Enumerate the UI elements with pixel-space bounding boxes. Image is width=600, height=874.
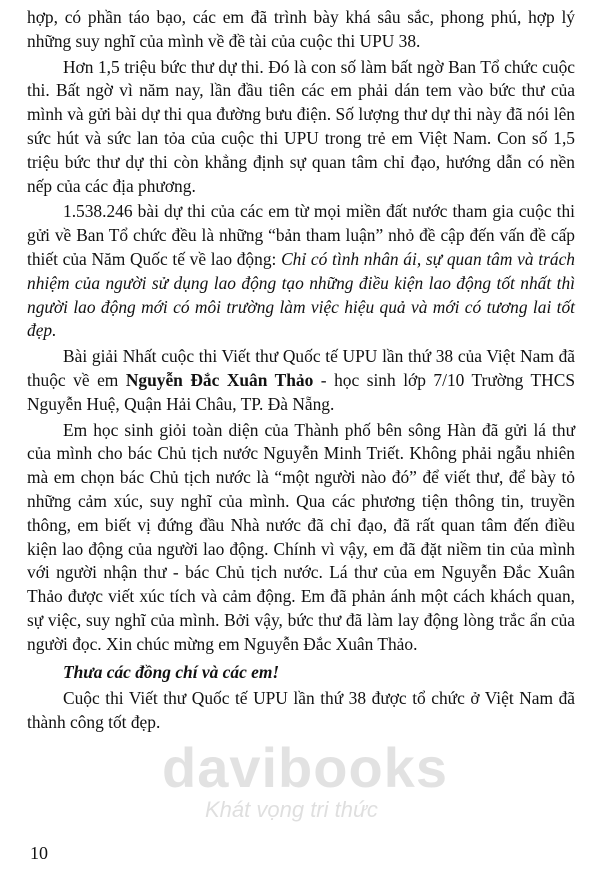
paragraph-entries-quote: Chỉ có tình nhân ái, sự quan tâm và trách nhiệm của người sử dụng lao động tạo những điều kiện lao động tốt nhất thì người lao động mới có môi trường làm việc hiệu quả và mới có tương lai tốt đẹp. <box>27 248 575 341</box>
winner-name: Nguyễn Đắc Xuân Thảo <box>125 369 314 390</box>
paragraph-entries <box>27 200 575 343</box>
greeting: Thưa các đồng chí và các em! <box>63 661 280 682</box>
page-body <box>27 6 575 737</box>
watermark-tagline: Khát vọng tri thức <box>205 797 378 822</box>
page-number: 10 <box>30 843 48 863</box>
paragraph-winner <box>27 345 575 416</box>
watermark-logo <box>150 735 450 835</box>
paragraph-winner-school: - học sinh lớp 7/10 Trường THCS Nguyễn Huệ, Quận Hải Châu, TP. Đà Nẵng. <box>27 369 575 414</box>
paragraph-winner-letter: Em học sinh giỏi toàn diện của Thành phố bên sông Hàn đã gửi lá thư của mình cho bác Chủ tịch nước Nguyễn Minh Triết. Không phải ngẫu nhiên mà em chọn bác Chủ tịch nước là “một người nào đó” để viết thư, để bày tỏ những cảm xúc, suy nghĩ của mình. Qua các phương tiện thông tin, truyền thông, em biết vị đứng đầu Nhà nước đã chỉ đạo, đã rất quan tâm đến điều kiện lao động của người lao động. Chính vì vậy, em đã đặt niềm tin của mình với người nhận thư - bác Chủ tịch nước. Lá thư của em Nguyễn Đắc Xuân Thảo được viết xúc tích và cảm động. Em đã phản ánh một cách khách quan, sự việc, suy nghĩ của mình. Bởi vậy, bức thư đã làm lay động lòng trắc ẩn của người đọc. Xin chúc mừng em Nguyễn Đắc Xuân Thảo. <box>27 419 575 654</box>
paragraph-continuation: hợp, có phần táo bạo, các em đã trình bày khá sâu sắc, phong phú, hợp lý những suy nghĩ của mình về đề tài của cuộc thi UPU 38. <box>27 7 575 51</box>
paragraph-contest-success: Cuộc thi Viết thư Quốc tế UPU lần thứ 38 được tổ chức ở Việt Nam đã thành công tốt đẹp. <box>27 688 575 733</box>
paragraph-letter-count: Hơn 1,5 triệu bức thư dự thi. Đó là con số làm bất ngờ Ban Tổ chức cuộc thi. Bất ngờ vì năm nay, lần đầu tiên các em phải dán tem vào bức thư của mình và gửi bài dự thi qua đường bưu điện. Số lượng thư dự thi này đã nói lên sức hút và sức lan tỏa của cuộc thi UPU trong trẻ em Việt Nam. Con số 1,5 triệu bức thư dự thi còn khẳng định sự quan tâm chỉ đạo, hướng dẫn có nền nếp của các địa phương. <box>27 56 575 196</box>
watermark-brand: davibooks <box>162 736 448 799</box>
paragraph-winner-intro: Bài giải Nhất cuộc thi Viết thư Quốc tế UPU lần thứ 38 của Việt Nam đã thuộc về em <box>27 346 575 390</box>
paragraph-entries-text: 1.538.246 bài dự thi của các em từ mọi miền đất nước tham gia cuộc thi gửi về Ban Tổ chức đều là những “bản tham luận” nhỏ đề cập đến vấn đề cấp thiết của Năm Quốc tế về lao động: <box>27 201 575 269</box>
